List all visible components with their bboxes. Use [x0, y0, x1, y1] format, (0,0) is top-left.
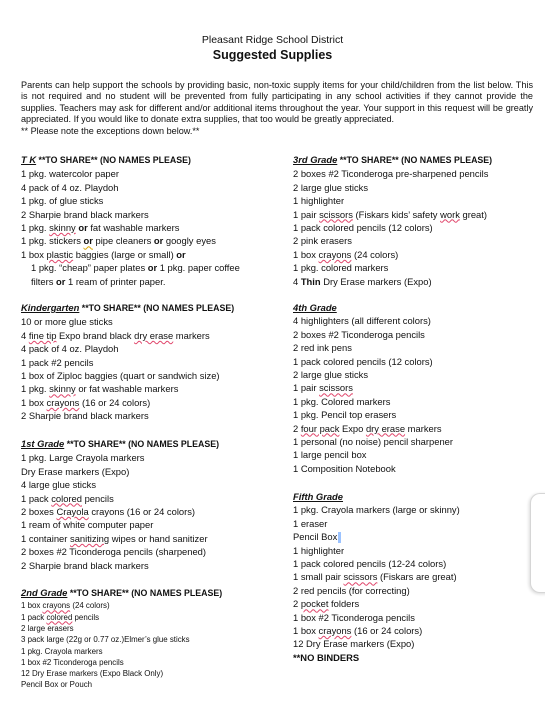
exceptions-note: ** Please note the exceptions down below.** — [21, 126, 200, 136]
list-item: 2 Sharpie brand black markers — [21, 410, 149, 422]
list-item[interactable]: Pencil Box — [293, 530, 533, 543]
share-note: **TO SHARE** (NO NAMES PLEASE) — [79, 303, 235, 313]
grade-name: 2nd Grade — [21, 587, 68, 598]
list-item: 1 pack colored pencils (12 colors) — [293, 222, 433, 234]
list-item: 2 pocket folders — [293, 598, 360, 610]
side-panel-tab[interactable] — [530, 493, 545, 593]
list-item: 10 or more glue sticks — [21, 316, 113, 328]
list-item: 1 box #2 Ticonderoga pencils — [21, 657, 124, 667]
list-item: 1 pack colored pencils — [21, 492, 114, 504]
district-name: Pleasant Ridge School District — [201, 34, 344, 46]
list-item: 1 pack colored pencils — [21, 612, 100, 622]
list-item: 2 pink erasers — [293, 235, 352, 247]
section-heading — [21, 586, 283, 600]
list-item: 1 personal (no noise) pencil sharpener — [293, 436, 453, 448]
list-item: 1 pkg. skinny or fat washable markers — [21, 222, 180, 234]
grade-name: 4th Grade — [293, 302, 337, 313]
list-item: 1 highlighter — [293, 195, 345, 207]
list-item: 1 box crayons (16 or 24 colors) — [21, 396, 151, 408]
list-item: 1 box of Ziploc baggies (quart or sandwich size) — [21, 370, 220, 382]
list-item: 1 pkg. “cheap” paper plates or 1 pkg. paper coffee — [31, 262, 240, 274]
list-item: **NO BINDERS — [293, 651, 360, 663]
share-note: **TO SHARE** (NO NAMES PLEASE) — [337, 155, 493, 165]
list-item: 1 pkg. stickers or pipe cleaners or googly eyes — [21, 235, 216, 247]
section-heading — [21, 437, 283, 451]
list-item: 1 box crayons (24 colors) — [21, 601, 110, 611]
list-item: 1 highlighter — [293, 544, 345, 556]
list-item: 1 pair scissors (Fiskars kids’ safety work great) — [293, 208, 487, 220]
list-item: 1 pkg. Colored markers — [293, 395, 391, 407]
list-item: 4 pack of 4 oz. Playdoh — [21, 343, 119, 355]
list-item: filters or 1 ream of printer paper. — [31, 275, 166, 287]
list-item: 1 pkg. Crayola markers (large or skinny) — [293, 504, 460, 516]
list-item: 2 boxes Crayola crayons (16 or 24 colors) — [21, 506, 196, 518]
text-cursor-icon — [338, 532, 341, 543]
section-heading — [293, 301, 533, 314]
section-heading — [293, 153, 533, 167]
list-item: 2 large erasers — [21, 624, 74, 633]
section-1st-grade — [21, 437, 283, 572]
intro-paragraph — [21, 80, 533, 125]
list-item: 12 Dry Erase markers (Expo Black Only) — [21, 669, 164, 679]
list-item: 2 Sharpie brand black markers — [21, 559, 149, 571]
section-5th-grade — [293, 490, 533, 664]
list-item: 2 Sharpie brand black markers — [21, 208, 149, 220]
list-item: 1 ream of white computer paper — [21, 519, 154, 531]
list-item: 2 boxes #2 Ticonderoga pre-sharpened pencils — [293, 168, 489, 180]
list-item: 1 pkg. Crayola markers — [21, 646, 103, 656]
grade-name: T K — [21, 154, 37, 165]
list-item: 1 box plastic baggies (large or small) or — [21, 248, 186, 260]
list-item: 1 box #2 Ticonderoga pencils — [293, 611, 415, 623]
list-item: 1 pack colored pencils (12 colors) — [293, 355, 433, 367]
list-item: 1 container sanitizing wipes or hand sanitizer — [21, 532, 208, 544]
list-item: 1 pkg. Pencil top erasers — [293, 409, 397, 421]
grade-name: Kindergarten — [21, 302, 80, 313]
list-item: 2 boxes #2 Ticonderoga pencils (sharpened) — [21, 546, 207, 558]
list-item: 4 large glue sticks — [21, 479, 97, 491]
list-item: 4 highlighters (all different colors) — [293, 315, 431, 327]
share-note: **TO SHARE** (NO NAMES PLEASE) — [64, 439, 220, 449]
list-item: 1 pair scissors — [293, 382, 353, 394]
section-heading — [293, 490, 533, 503]
list-item: 3 pack large (22g or 0.77 oz.)Elmer’s glue sticks — [21, 635, 190, 645]
list-item: 1 pack #2 pencils — [21, 356, 94, 368]
section-4th-grade — [293, 301, 533, 475]
section-tk — [21, 153, 283, 288]
list-item: 2 red pencils (for correcting) — [293, 584, 410, 596]
list-item: 1 pkg. Large Crayola markers — [21, 452, 145, 464]
list-item: 1 pkg. colored markers — [293, 262, 389, 274]
share-note: **TO SHARE** (NO NAMES PLEASE) — [67, 588, 223, 598]
grade-name: 3rd Grade — [293, 154, 338, 165]
list-item: 2 four pack Expo dry erase markers — [293, 422, 442, 434]
list-item: 12 Dry Erase markers (Expo) — [293, 638, 415, 650]
intro-text: Parents can help support the schools by providing basic, non-toxic supply items for your child/children from the list below. This is not required and no student will be prevented from fully participating in any school activities if they cannot provide the supplies. Teachers may ask for different and/or additional items throughout the year. Your support in this request will be greatly appreciated. If you would like to donate extra supplies, that too would be greatly appreciated. — [21, 80, 533, 124]
grade-name: 1st Grade — [21, 438, 65, 449]
list-item: 2 red ink pens — [293, 342, 352, 354]
grade-name: Fifth Grade — [293, 491, 344, 502]
list-item: 1 small pair scissors (Fiskars are great) — [293, 571, 457, 583]
list-item: 2 boxes #2 Ticonderoga pencils — [293, 328, 425, 340]
list-item: 1 pkg. skinny or fat washable markers — [21, 383, 179, 395]
page-title: Suggested Supplies — [212, 48, 333, 62]
list-item: Pencil Box or Pouch — [21, 680, 93, 690]
list-item: 2 large glue sticks — [293, 181, 369, 193]
section-2nd-grade — [21, 586, 283, 691]
section-heading — [21, 301, 283, 315]
list-item: 1 eraser — [293, 517, 328, 529]
section-kindergarten — [21, 301, 283, 423]
section-3rd-grade — [293, 153, 533, 288]
list-item: 1 box crayons (16 or 24 colors) — [293, 625, 423, 637]
list-item: 4 pack of 4 oz. Playdoh — [21, 181, 119, 193]
list-item: 4 Thin Dry Erase markers (Expo) — [293, 275, 432, 287]
share-note: **TO SHARE** (NO NAMES PLEASE) — [36, 155, 191, 165]
list-item: 1 Composition Notebook — [293, 462, 396, 474]
list-item: 1 pkg. of glue sticks — [21, 195, 104, 207]
list-item: 4 fine tip Expo brand black dry erase markers — [21, 329, 210, 341]
list-item: 1 pkg. watercolor paper — [21, 168, 119, 180]
list-item: 1 box crayons (24 colors) — [293, 248, 399, 260]
list-item: 1 large pencil box — [293, 449, 367, 461]
list-item: 1 pack colored pencils (12-24 colors) — [293, 558, 447, 570]
list-item: Dry Erase markers (Expo) — [21, 465, 130, 477]
list-item: 2 large glue sticks — [293, 369, 369, 381]
section-heading — [21, 153, 283, 167]
